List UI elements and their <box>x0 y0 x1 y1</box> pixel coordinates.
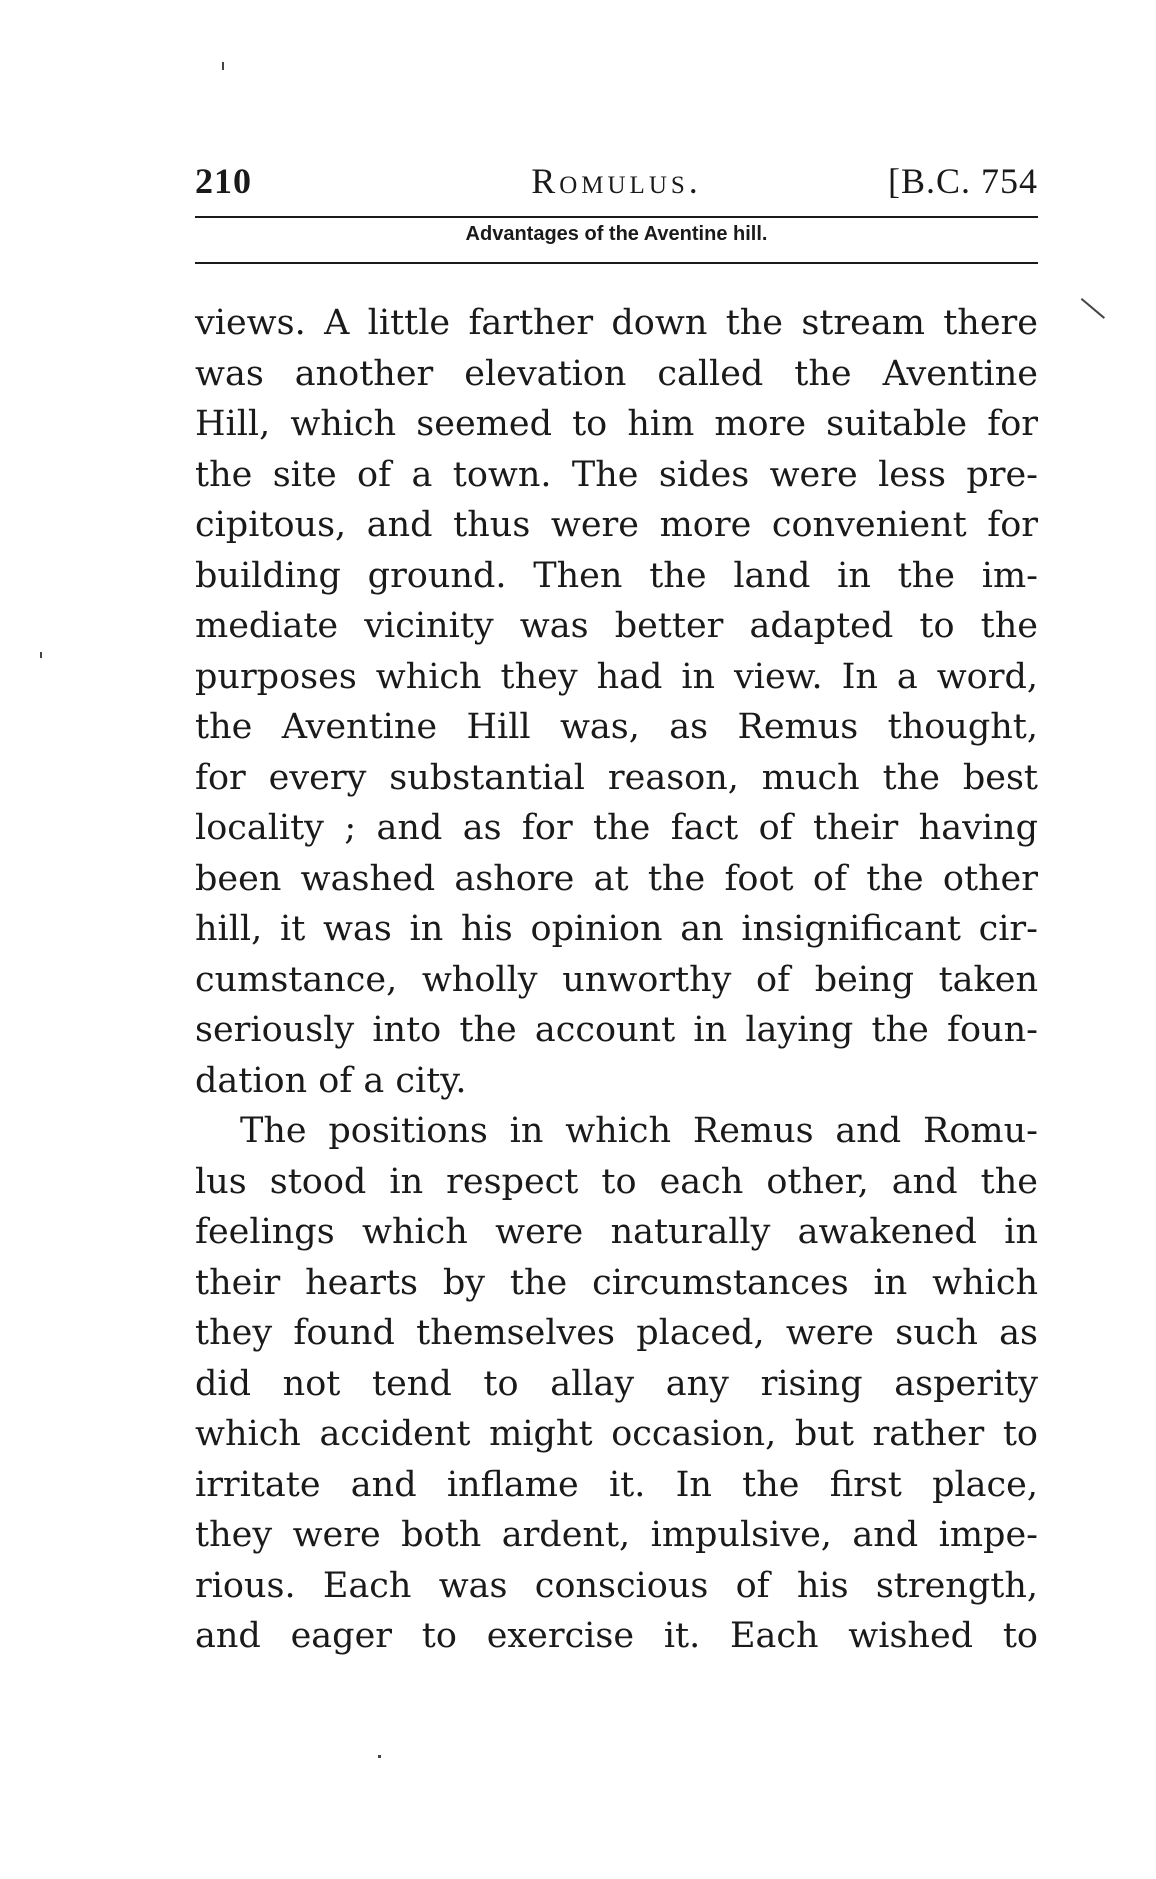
text-line: locality ; and as for the fact of their having <box>195 808 1038 848</box>
body-text <box>195 298 1038 1662</box>
text-line: views. A little farther down the stream there <box>195 303 1038 343</box>
text-line: and eager to exercise it. Each wished to <box>195 1616 1038 1656</box>
section-subtitle: Advantages of the Aventine hill. <box>465 223 768 245</box>
page-header <box>195 152 1038 216</box>
scan-speck <box>378 1755 381 1758</box>
text-line: been washed ashore at the foot of the other <box>195 858 1038 899</box>
text-line: hill, it was in his opinion an insignificant cir- <box>195 909 1038 949</box>
text-line: The positions in which Remus and Romu- <box>240 1111 1038 1151</box>
header-rule-bottom <box>195 262 1038 264</box>
text-line: cipitous, and thus were more convenient for <box>195 505 1038 545</box>
text-line: they found themselves placed, were such as <box>195 1313 1038 1353</box>
scan-speck <box>1081 298 1105 319</box>
text-line: feelings which were naturally awakened in <box>195 1212 1038 1252</box>
text-line: building ground. Then the land in the im- <box>195 555 1038 596</box>
text-line: the site of a town. The sides were less pre- <box>195 454 1038 495</box>
text-line: lus stood in respect to each other, and the <box>195 1161 1038 1202</box>
text-line: for every substantial reason, much the best <box>195 757 1038 798</box>
scan-speck <box>40 652 42 658</box>
running-title: Romulus. <box>531 161 702 201</box>
text-line: dation of a city. <box>195 1060 467 1101</box>
date-label: [B.C. 754 <box>887 161 1038 201</box>
scan-speck <box>222 62 224 70</box>
header-rule-top <box>195 216 1038 218</box>
text-line: their hearts by the circumstances in which <box>195 1262 1038 1303</box>
text-line: cumstance, wholly unworthy of being taken <box>195 959 1038 1000</box>
text-line: purposes which they had in view. In a word, <box>195 656 1038 697</box>
text-line: Hill, which seemed to him more suitable for <box>195 404 1038 444</box>
text-line: irritate and inflame it. In the first place, <box>195 1464 1038 1505</box>
text-line: was another elevation called the Aventine <box>195 353 1038 394</box>
text-line: the Aventine Hill was, as Remus thought, <box>195 707 1038 747</box>
text-line: which accident might occasion, but rather to <box>195 1414 1038 1454</box>
text-line: seriously into the account in laying the foun- <box>195 1010 1038 1050</box>
text-line: mediate vicinity was better adapted to the <box>195 606 1038 646</box>
text-line: rious. Each was conscious of his strength, <box>195 1565 1038 1606</box>
text-line: they were both ardent, impulsive, and impe- <box>195 1515 1038 1555</box>
page-number: 210 <box>195 161 252 201</box>
text-line: did not tend to allay any rising asperity <box>195 1363 1038 1404</box>
